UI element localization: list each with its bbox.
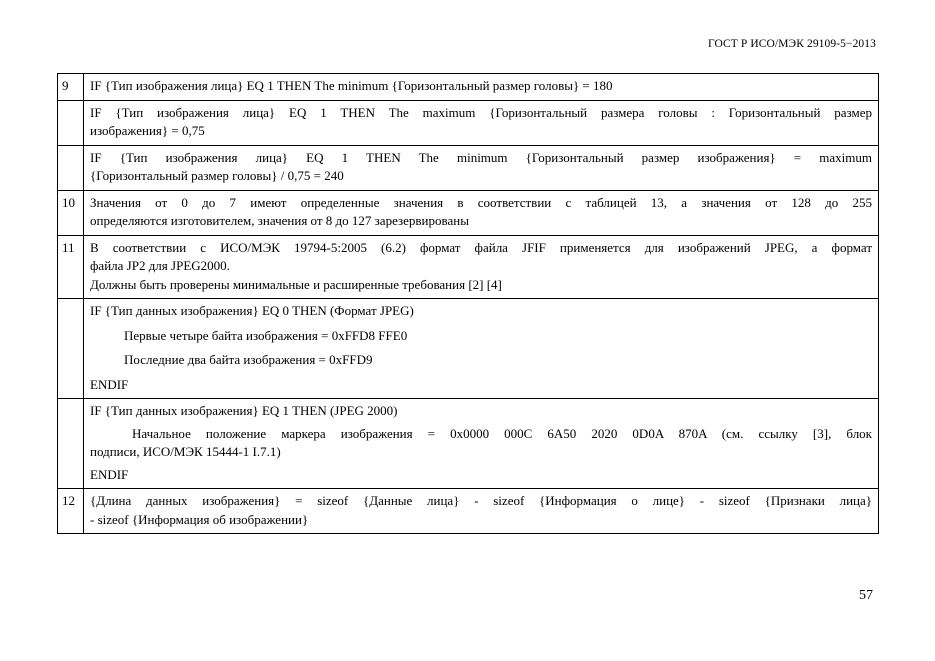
code-line-endif: ENDIF	[90, 466, 129, 482]
table-row	[58, 235, 879, 299]
table-row	[58, 74, 879, 101]
row-number: 9	[58, 74, 84, 101]
code-line-endif: ENDIF	[90, 376, 129, 392]
row-number	[58, 399, 84, 489]
row-content	[84, 399, 879, 489]
content-line: - sizeof {Информация об изображении}	[90, 511, 309, 527]
row-number: 10	[58, 190, 84, 235]
row-content	[84, 299, 879, 399]
content-line: IF {Тип изображения лица} EQ 1 THEN The minimum {Горизонтальный размер головы} = 180	[90, 78, 613, 93]
table-row	[58, 399, 879, 489]
content-line: IF {Тип изображения лица} EQ 1 THEN The maximum {Горизонтальный размера головы : Горизонтальный размер	[90, 104, 872, 120]
code-line-statement: Начальное положение маркера изображения = 0x0000 000C 6A50 2020 0D0A 870A (см. ссылку [3], блок	[132, 425, 872, 441]
row-content	[84, 489, 879, 534]
row-content	[84, 100, 879, 145]
page-number: 57	[859, 588, 873, 603]
code-line-statement: Первые четыре байта изображения = 0xFFD8 FFE0	[124, 327, 408, 343]
row-number: 12	[58, 489, 84, 534]
code-line-if: IF {Тип данных изображения} EQ 0 THEN (Формат JPEG)	[90, 303, 414, 318]
content-line: В соответствии с ИСО/МЭК 19794-5:2005 (6.2) формат файла JFIF применяется для изображений JPEG, а формат	[90, 239, 872, 255]
table-row	[58, 299, 879, 399]
content-line: файла JP2 для JPEG2000.	[90, 258, 230, 273]
code-line-if: IF {Тип данных изображения} EQ 1 THEN (JPEG 2000)	[90, 403, 398, 418]
table-row	[58, 100, 879, 145]
code-line-statement: Последние два байта изображения = 0xFFD9	[124, 352, 373, 367]
table-row	[58, 145, 879, 190]
row-content	[84, 74, 879, 101]
content-line: изображения} = 0,75	[90, 123, 205, 138]
table-row	[58, 489, 879, 534]
row-content	[84, 190, 879, 235]
content-line: IF {Тип изображения лица} EQ 1 THEN The minimum {Горизонтальный размер изображения} = maximum	[90, 149, 872, 165]
row-number: 11	[58, 235, 84, 299]
row-content	[84, 235, 879, 299]
content-line: Значения от 0 до 7 имеют определенные значения в соответствии с таблицей 13, а значения от 128 до 255	[90, 194, 872, 210]
table-row	[58, 190, 879, 235]
code-line-statement: подписи, ИСО/МЭК 15444-1 I.7.1)	[90, 444, 281, 459]
row-number	[58, 145, 84, 190]
content-line: {Горизонтальный размер головы} / 0,75 = 240	[90, 168, 344, 183]
row-number	[58, 299, 84, 399]
row-content	[84, 145, 879, 190]
content-line: Должны быть проверены минимальные и расширенные требования [2] [4]	[90, 276, 502, 292]
requirements-table	[57, 73, 879, 534]
row-number	[58, 100, 84, 145]
content-line: определяются изготовителем, значения от 8 до 127 зарезервированы	[90, 213, 469, 228]
document-header: ГОСТ Р ИСО/МЭК 29109-5−2013	[707, 38, 876, 50]
content-line: {Длина данных изображения} = sizeof {Данные лица} - sizeof {Информация о лице} - sizeof {Признаки лица}	[90, 493, 872, 508]
